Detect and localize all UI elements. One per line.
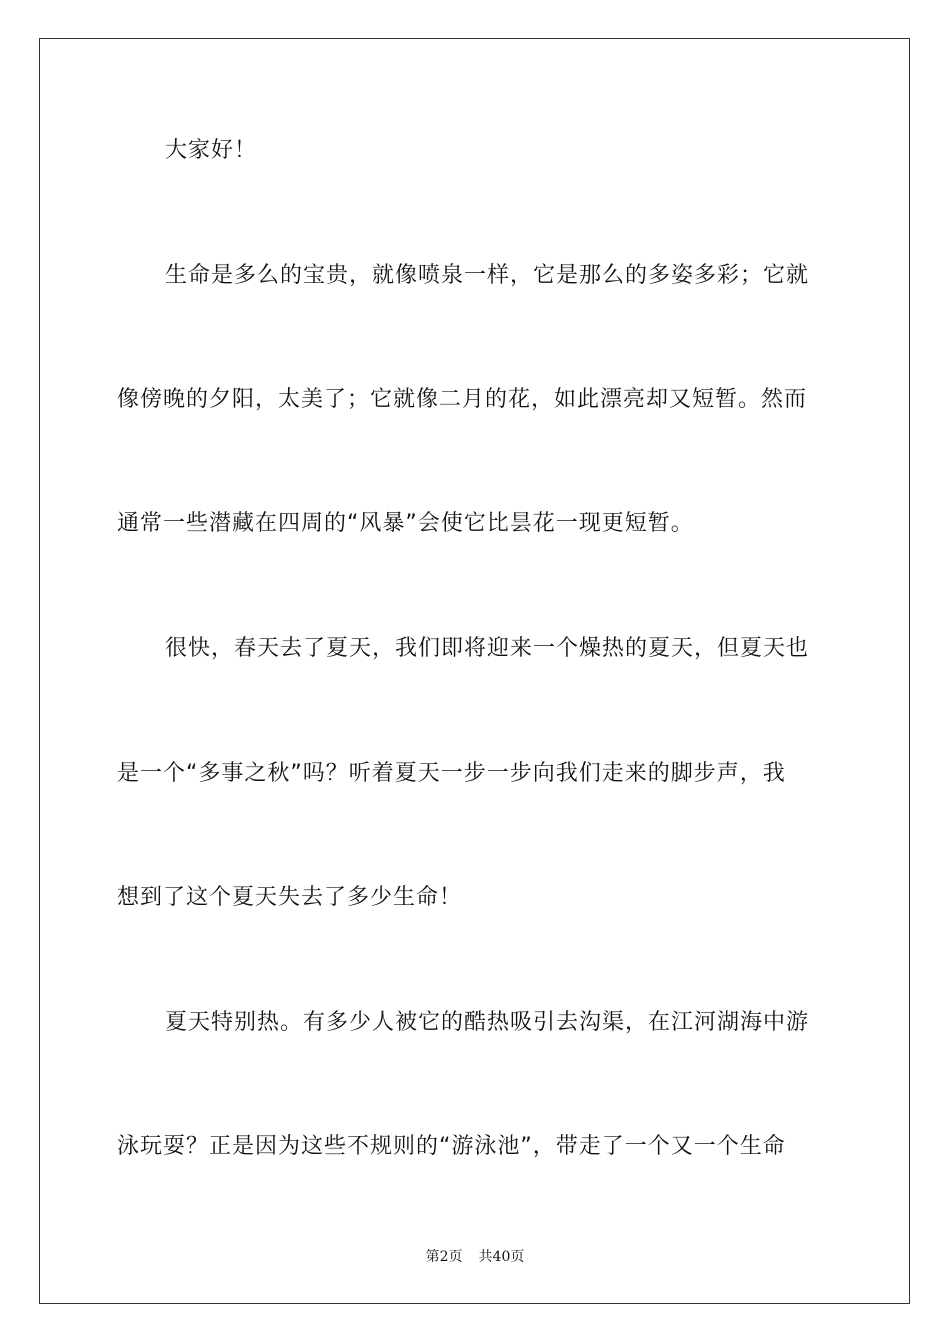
paragraph-line: 泳玩耍？正是因为这些不规则的“游泳池”，带走了一个又一个生命	[117, 1134, 786, 1159]
paragraph-line: 夏天特别热。有多少人被它的酷热吸引去沟渠，在江河湖海中游	[165, 1010, 810, 1035]
page-border	[39, 38, 910, 1304]
paragraph-line: 生命是多么的宝贵，就像喷泉一样，它是那么的多姿多彩；它就	[165, 263, 810, 288]
paragraph-line: 大家好！	[165, 138, 258, 163]
page-footer	[0, 1246, 950, 1266]
paragraph-line: 像傍晚的夕阳，太美了；它就像二月的花，如此漂亮却又短暂。然而	[117, 387, 808, 412]
page-number: 第2页	[425, 1249, 463, 1265]
paragraph-line: 是一个“多事之秋”吗？听着夏天一步一步向我们走来的脚步声，我	[117, 761, 786, 786]
paragraph-line: 很快，春天去了夏天，我们即将迎来一个燥热的夏天，但夏天也	[165, 636, 810, 661]
paragraph-line: 通常一些潜藏在四周的“风暴”会使它比昙花一现更短暂。	[117, 511, 694, 536]
page-total: 共40页	[478, 1249, 525, 1265]
paragraph-line: 想到了这个夏天失去了多少生命！	[117, 885, 463, 910]
